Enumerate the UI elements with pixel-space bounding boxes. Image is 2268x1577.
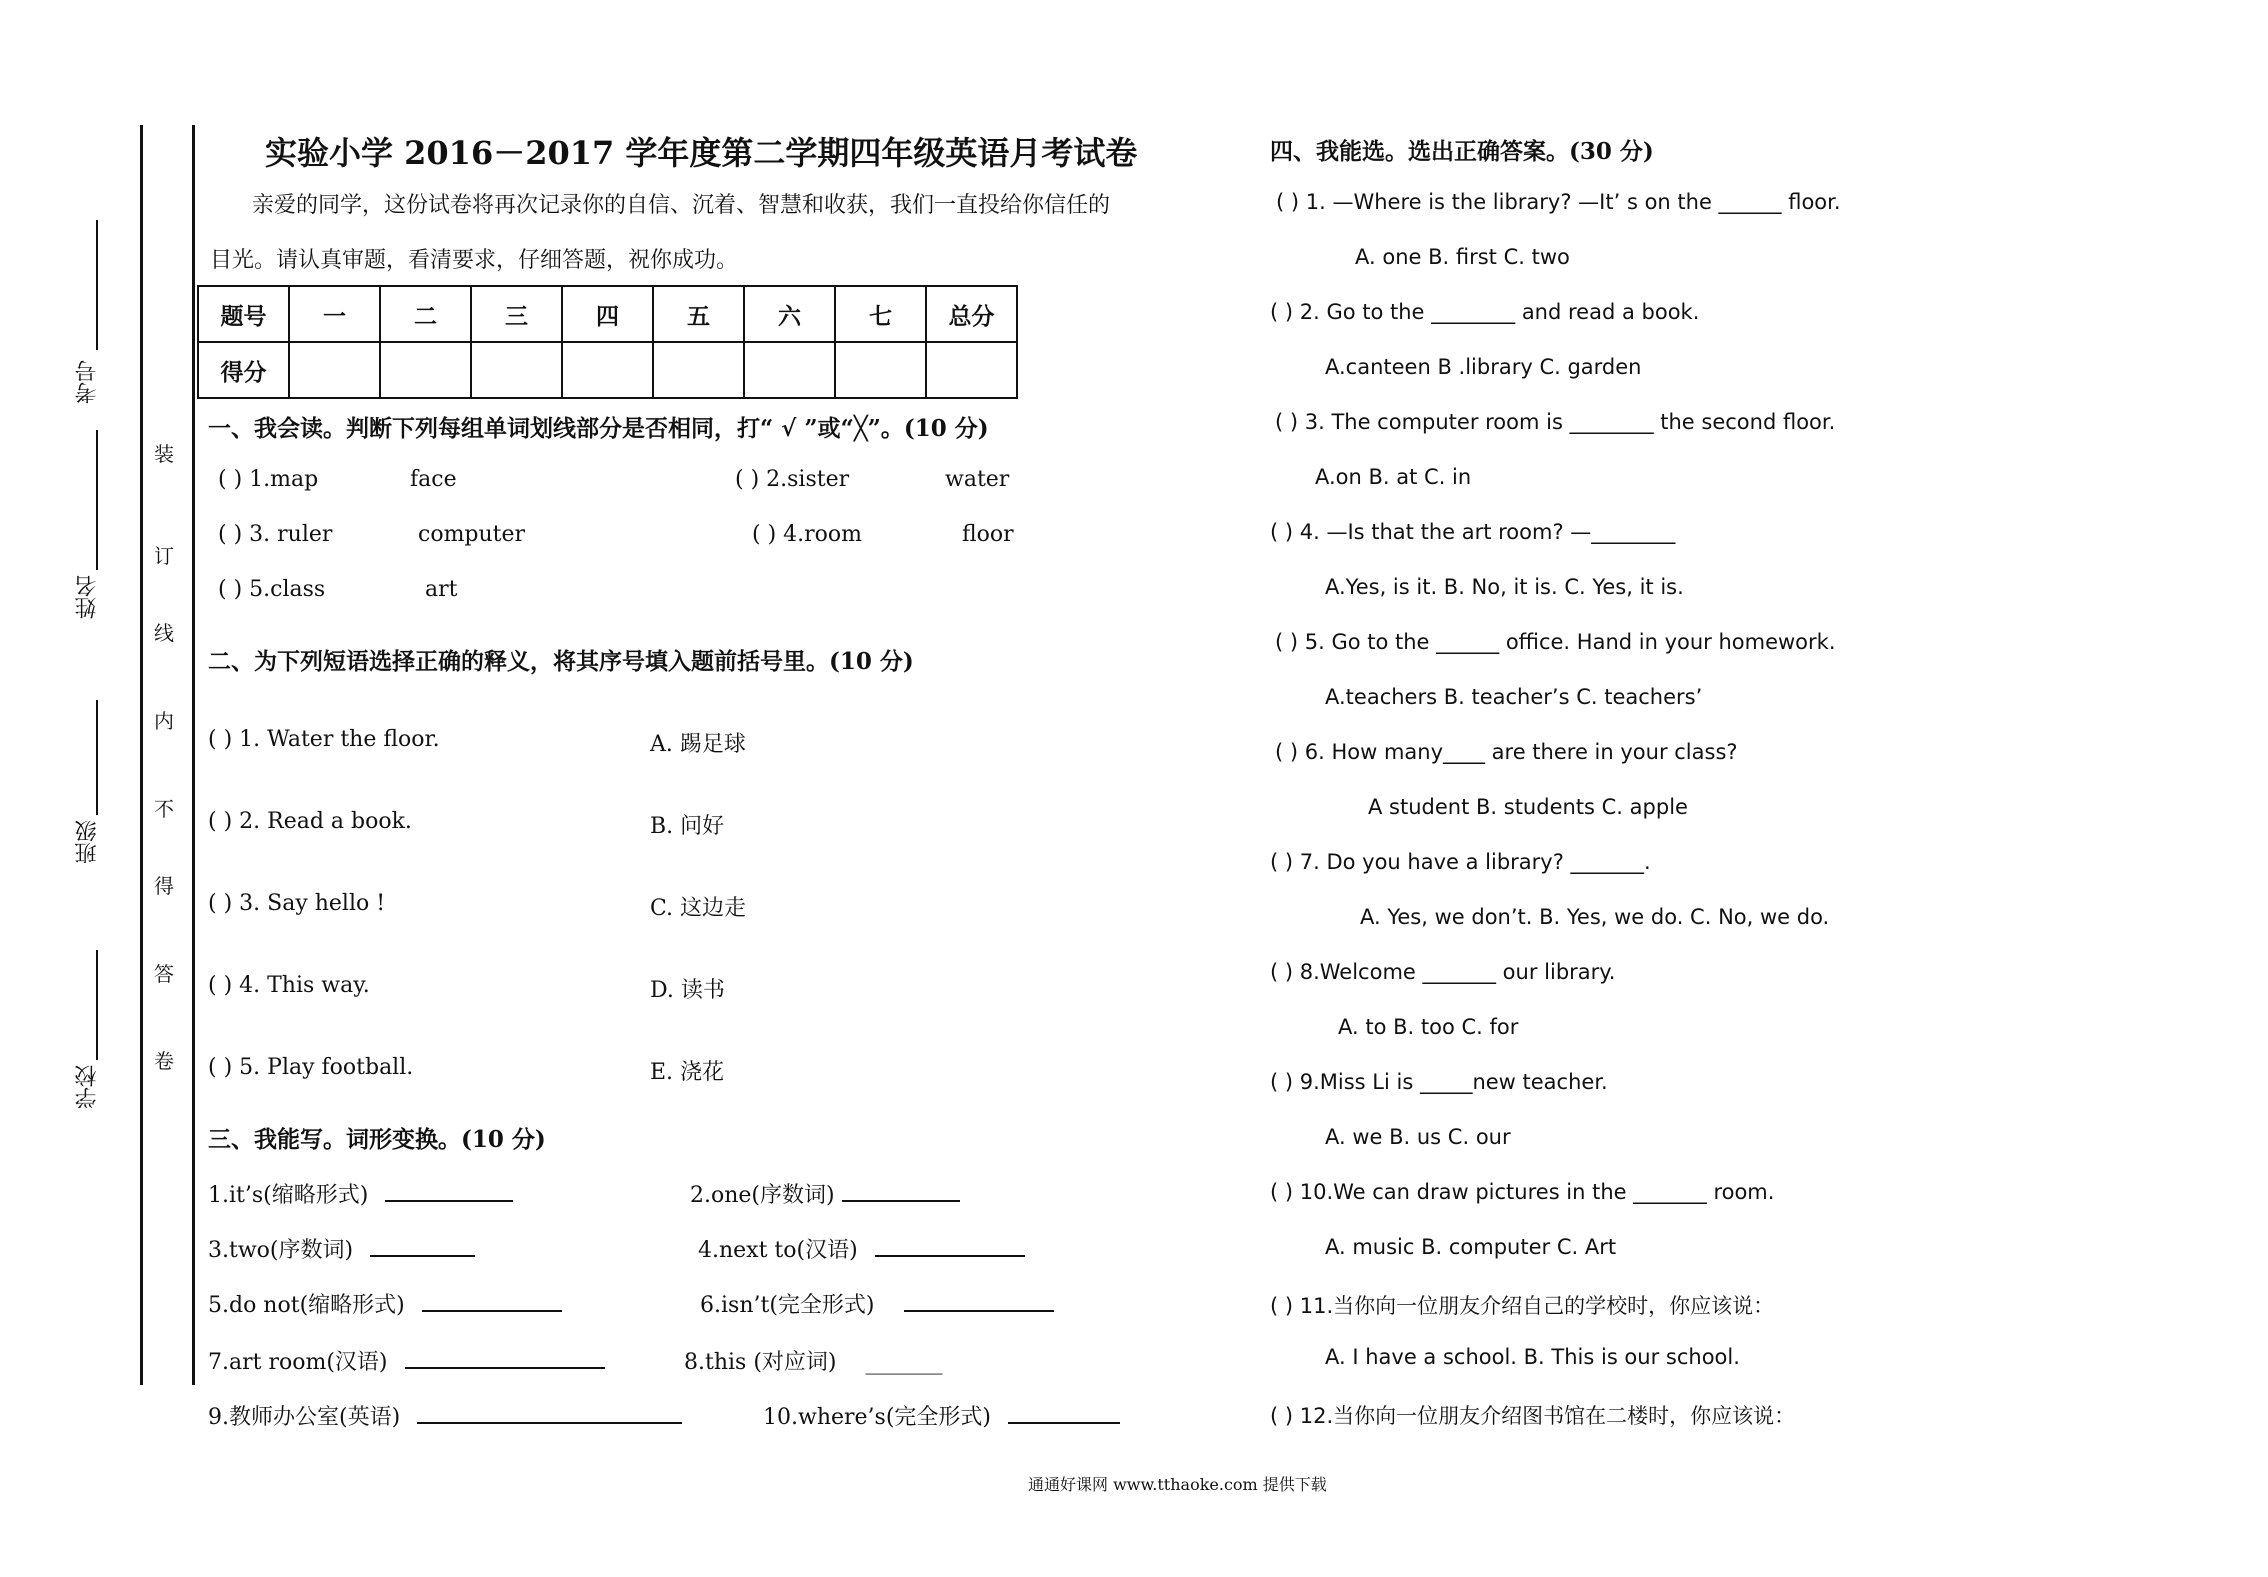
sec2-question: ( ) 5. Play football. (208, 1055, 414, 1080)
sec3-item-label: 2.one(序数词) (690, 1183, 835, 1208)
answer-blank[interactable]: _______ (865, 1350, 943, 1375)
score-cell[interactable] (653, 342, 744, 398)
sec2-answer: B. 问好 (650, 814, 725, 839)
sec3-item-label: 9.教师办公室(英语) (208, 1405, 401, 1430)
score-header-cell: 五 (653, 286, 744, 342)
sec4-options: A.teachers B. teacher’s C. teachers’ (1325, 685, 1703, 709)
sec3-item-label: 6.isn’t(完全形式) (700, 1293, 875, 1318)
sec3-item (698, 1233, 1025, 1264)
binding-char: 线 (154, 621, 174, 645)
sec4-options: A student B. students C. apple (1368, 795, 1688, 819)
score-cell[interactable] (926, 342, 1017, 398)
answer-blank[interactable] (405, 1349, 605, 1369)
sec2-answer: E. 浇花 (650, 1060, 725, 1085)
sec1-item-word: art (425, 577, 458, 602)
score-header-cell: 六 (744, 286, 835, 342)
sec1-item-num: ( ) 5.class (218, 577, 326, 602)
sec3-item (700, 1288, 1054, 1319)
sec2-answer: C. 这边走 (650, 896, 747, 921)
section-4-title: 四、我能选。选出正确答案。(30 分) (1270, 138, 1654, 165)
sec3-item (684, 1345, 943, 1376)
answer-blank[interactable] (417, 1404, 682, 1424)
sec2-answer: D. 读书 (650, 978, 725, 1003)
score-header-cell: 一 (289, 286, 380, 342)
score-cell[interactable] (835, 342, 926, 398)
score-header-cell: 二 (380, 286, 471, 342)
sec1-item-num: ( ) 4.room (752, 522, 863, 547)
sec4-options: A. to B. too C. for (1338, 1015, 1519, 1039)
binding-char: 得 (154, 874, 174, 898)
binding-char: 订 (154, 544, 174, 568)
answer-blank[interactable] (422, 1292, 562, 1312)
score-header-cell: 三 (471, 286, 562, 342)
sec4-options: A.on B. at C. in (1315, 465, 1472, 489)
sec2-question: ( ) 1. Water the floor. (208, 727, 440, 752)
sec3-item (208, 1288, 562, 1319)
binding-char: 装 (154, 442, 174, 466)
sec4-options: A. music B. computer C. Art (1325, 1235, 1617, 1259)
binding-char: 卷 (154, 1049, 174, 1073)
sec4-question: ( ) 6. How many____ are there in your class? (1275, 740, 1738, 764)
sec3-item-label: 10.where’s(完全形式) (763, 1405, 991, 1430)
school-line (96, 950, 98, 1060)
sec4-question: ( ) 5. Go to the ______ office. Hand in your homework. (1275, 630, 1836, 654)
sec4-question: ( ) 10.We can draw pictures in the _______ room. (1270, 1180, 1775, 1204)
sec2-answer: A. 踢足球 (650, 732, 746, 757)
page-title: 实验小学 2016－2017 学年度第二学期四年级英语月考试卷 (265, 134, 1138, 172)
class-label: 班级 (75, 820, 100, 864)
score-table (197, 285, 1018, 399)
sec2-question: ( ) 2. Read a book. (208, 809, 412, 834)
binding-char: 答 (154, 962, 174, 986)
sec3-item (763, 1400, 1120, 1431)
binding-char: 内 (154, 709, 174, 733)
score-cell[interactable] (289, 342, 380, 398)
sec3-item-label: 8.this (对应词) (684, 1350, 837, 1375)
sec3-item (690, 1178, 960, 1209)
binding-line-outer (140, 125, 143, 1385)
section-3-title: 三、我能写。词形变换。(10 分) (208, 1126, 546, 1153)
sec1-item-word: floor (962, 522, 1014, 547)
score-header-cell: 题号 (198, 286, 289, 342)
sec1-item-word: computer (418, 522, 526, 547)
sec3-item (208, 1178, 513, 1209)
sec3-item-label: 5.do not(缩略形式) (208, 1293, 405, 1318)
answer-blank[interactable] (1008, 1404, 1120, 1424)
sec2-question: ( ) 3. Say hello ! (208, 891, 386, 916)
sec4-question: ( ) 12.当你向一位朋友介绍图书馆在二楼时，你应该说： (1270, 1404, 1796, 1428)
score-cell[interactable] (380, 342, 471, 398)
score-header-cell: 七 (835, 286, 926, 342)
answer-blank[interactable] (370, 1237, 475, 1257)
sec1-item-num: ( ) 2.sister (735, 467, 850, 492)
sec3-item-label: 7.art room(汉语) (208, 1350, 388, 1375)
exam-no-line (96, 220, 98, 350)
intro-line-1: 亲爱的同学，这份试卷将再次记录你的自信、沉着、智慧和收获，我们一直投给你信任的 (252, 193, 1111, 218)
sec1-item-word: face (410, 467, 457, 492)
intro-line-2: 目光。请认真审题，看清要求，仔细答题，祝你成功。 (210, 248, 739, 273)
class-line (96, 700, 98, 815)
sec3-item-label: 3.two(序数词) (208, 1238, 354, 1263)
name-label: 姓名 (75, 575, 100, 619)
sec4-question: ( ) 1. —Where is the library? —It’ s on the ______ floor. (1276, 190, 1841, 214)
score-cell[interactable] (744, 342, 835, 398)
answer-blank[interactable] (385, 1182, 513, 1202)
sec4-question: ( ) 4. —Is that the art room? —________ (1270, 520, 1676, 544)
school-label: 学校 (75, 1065, 100, 1109)
sec4-options: A.Yes, is it. B. No, it is. C. Yes, it is. (1325, 575, 1684, 599)
sec3-item-label: 4.next to(汉语) (698, 1238, 858, 1263)
sec4-question: ( ) 11.当你向一位朋友介绍自己的学校时，你应该说： (1270, 1294, 1775, 1318)
sec4-question: ( ) 9.Miss Li is _____new teacher. (1270, 1070, 1608, 1094)
sec4-question: ( ) 7. Do you have a library? _______. (1270, 850, 1651, 874)
binding-char: 不 (154, 797, 174, 821)
sec4-options: A. Yes, we don’t. B. Yes, we do. C. No, we do. (1360, 905, 1830, 929)
sec1-item-word: water (945, 467, 1010, 492)
sec4-question: ( ) 3. The computer room is ________ the second floor. (1275, 410, 1836, 434)
section-2-title: 二、为下列短语选择正确的释义，将其序号填入题前括号里。(10 分) (208, 648, 914, 675)
sec3-item (208, 1400, 682, 1431)
sec4-question: ( ) 8.Welcome _______ our library. (1270, 960, 1616, 984)
sec4-options: A. one B. first C. two (1355, 245, 1570, 269)
score-cell[interactable] (471, 342, 562, 398)
sec1-item-num: ( ) 1.map (218, 467, 319, 492)
answer-blank[interactable] (904, 1292, 1054, 1312)
score-header-cell: 总分 (926, 286, 1017, 342)
exam-no-label: 考号 (75, 360, 100, 404)
sec3-item-label: 1.it’s(缩略形式) (208, 1183, 369, 1208)
sec3-item (208, 1345, 605, 1376)
sec4-options: A. I have a school. B. This is our school. (1325, 1345, 1740, 1369)
score-header-cell: 四 (562, 286, 653, 342)
answer-blank[interactable] (842, 1182, 960, 1202)
sec4-question: ( ) 2. Go to the ________ and read a book. (1270, 300, 1700, 324)
sec4-options: A. we B. us C. our (1325, 1125, 1511, 1149)
sec1-item-num: ( ) 3. ruler (218, 522, 333, 547)
binding-line-inner (192, 125, 195, 1385)
section-1-title: 一、我会读。判断下列每组单词划线部分是否相同，打“ √ ”或“╳”。(10 分) (208, 415, 989, 442)
answer-blank[interactable] (875, 1237, 1025, 1257)
sec3-item (208, 1233, 475, 1264)
sec2-question: ( ) 4. This way. (208, 973, 370, 998)
name-line (96, 430, 98, 570)
sec4-options: A.canteen B .library C. garden (1325, 355, 1642, 379)
page-footer: 通通好课网 www.tthaoke.com 提供下载 (1028, 1475, 1327, 1494)
score-row-label: 得分 (198, 342, 289, 398)
score-cell[interactable] (562, 342, 653, 398)
